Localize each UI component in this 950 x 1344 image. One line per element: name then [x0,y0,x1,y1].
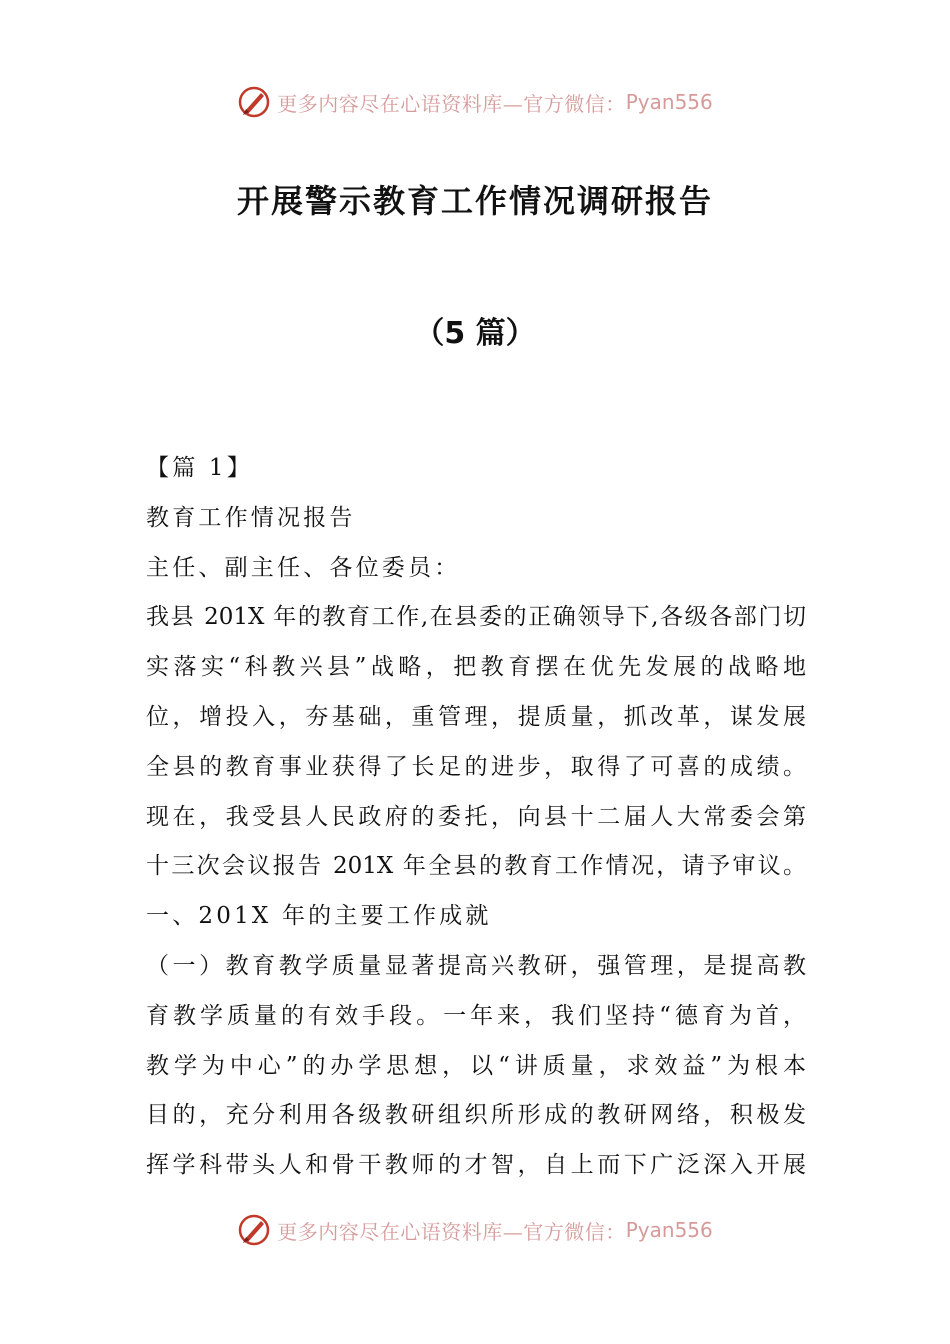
section-label: 【篇 1】 [146,455,253,481]
header-banner [0,82,950,122]
report-heading: 教育工作情况报告 [146,504,356,531]
section-heading: 一、201X 年的主要工作成就 [146,903,492,930]
paragraph-line: 挥学科带头人和骨干教师的才智，自上而下广泛深入开展 [146,1152,806,1179]
pen-logo-icon [237,85,271,119]
paragraph-line: 现在，我受县人民政府的委托，向县十二届人大常委会第 [146,803,806,830]
paragraph-line: 我县 201X 年的教育工作,在县委的正确领导下,各级各部门切 [146,604,806,631]
document-body [146,448,806,1195]
paragraph-line: 十三次会议报告 201X 年全县的教育工作情况，请予审议。 [146,853,806,880]
paragraph-line: 教学为中心”的办学思想，以“讲质量，求效益”为根本 [146,1052,806,1079]
salutation: 主任、副主任、各位委员： [146,554,461,581]
document-title: 开展警示教育工作情况调研报告 [236,182,713,220]
banner-brand-text: 更多内容尽在心语资料库—官方微信： [277,91,626,116]
footer-banner [0,1210,950,1250]
banner-brand-text: 更多内容尽在心语资料库—官方微信： [277,1219,626,1244]
paragraph-line: （一）教育教学质量显著提高兴教研，强管理，是提高教 [146,952,806,979]
pen-logo-icon [237,1213,271,1247]
banner-wechat-id: Pyan556 [625,90,713,114]
document-subtitle: （5 篇） [414,316,536,351]
paragraph-line: 位，增投入，夯基础，重管理，提质量，抓改革，谋发展 [146,703,806,730]
paragraph-line: 全县的教育事业获得了长足的进步，取得了可喜的成绩。 [146,753,806,780]
paragraph-line: 育教学质量的有效手段。一年来，我们坚持“德育为首， [146,1002,806,1029]
banner-wechat-id: Pyan556 [625,1218,713,1242]
paragraph-line: 实落实“科教兴县”战略，把教育摆在优先发展的战略地 [146,654,806,681]
paragraph-line: 目的，充分利用各级教研组织所形成的教研网络，积极发 [146,1102,806,1129]
